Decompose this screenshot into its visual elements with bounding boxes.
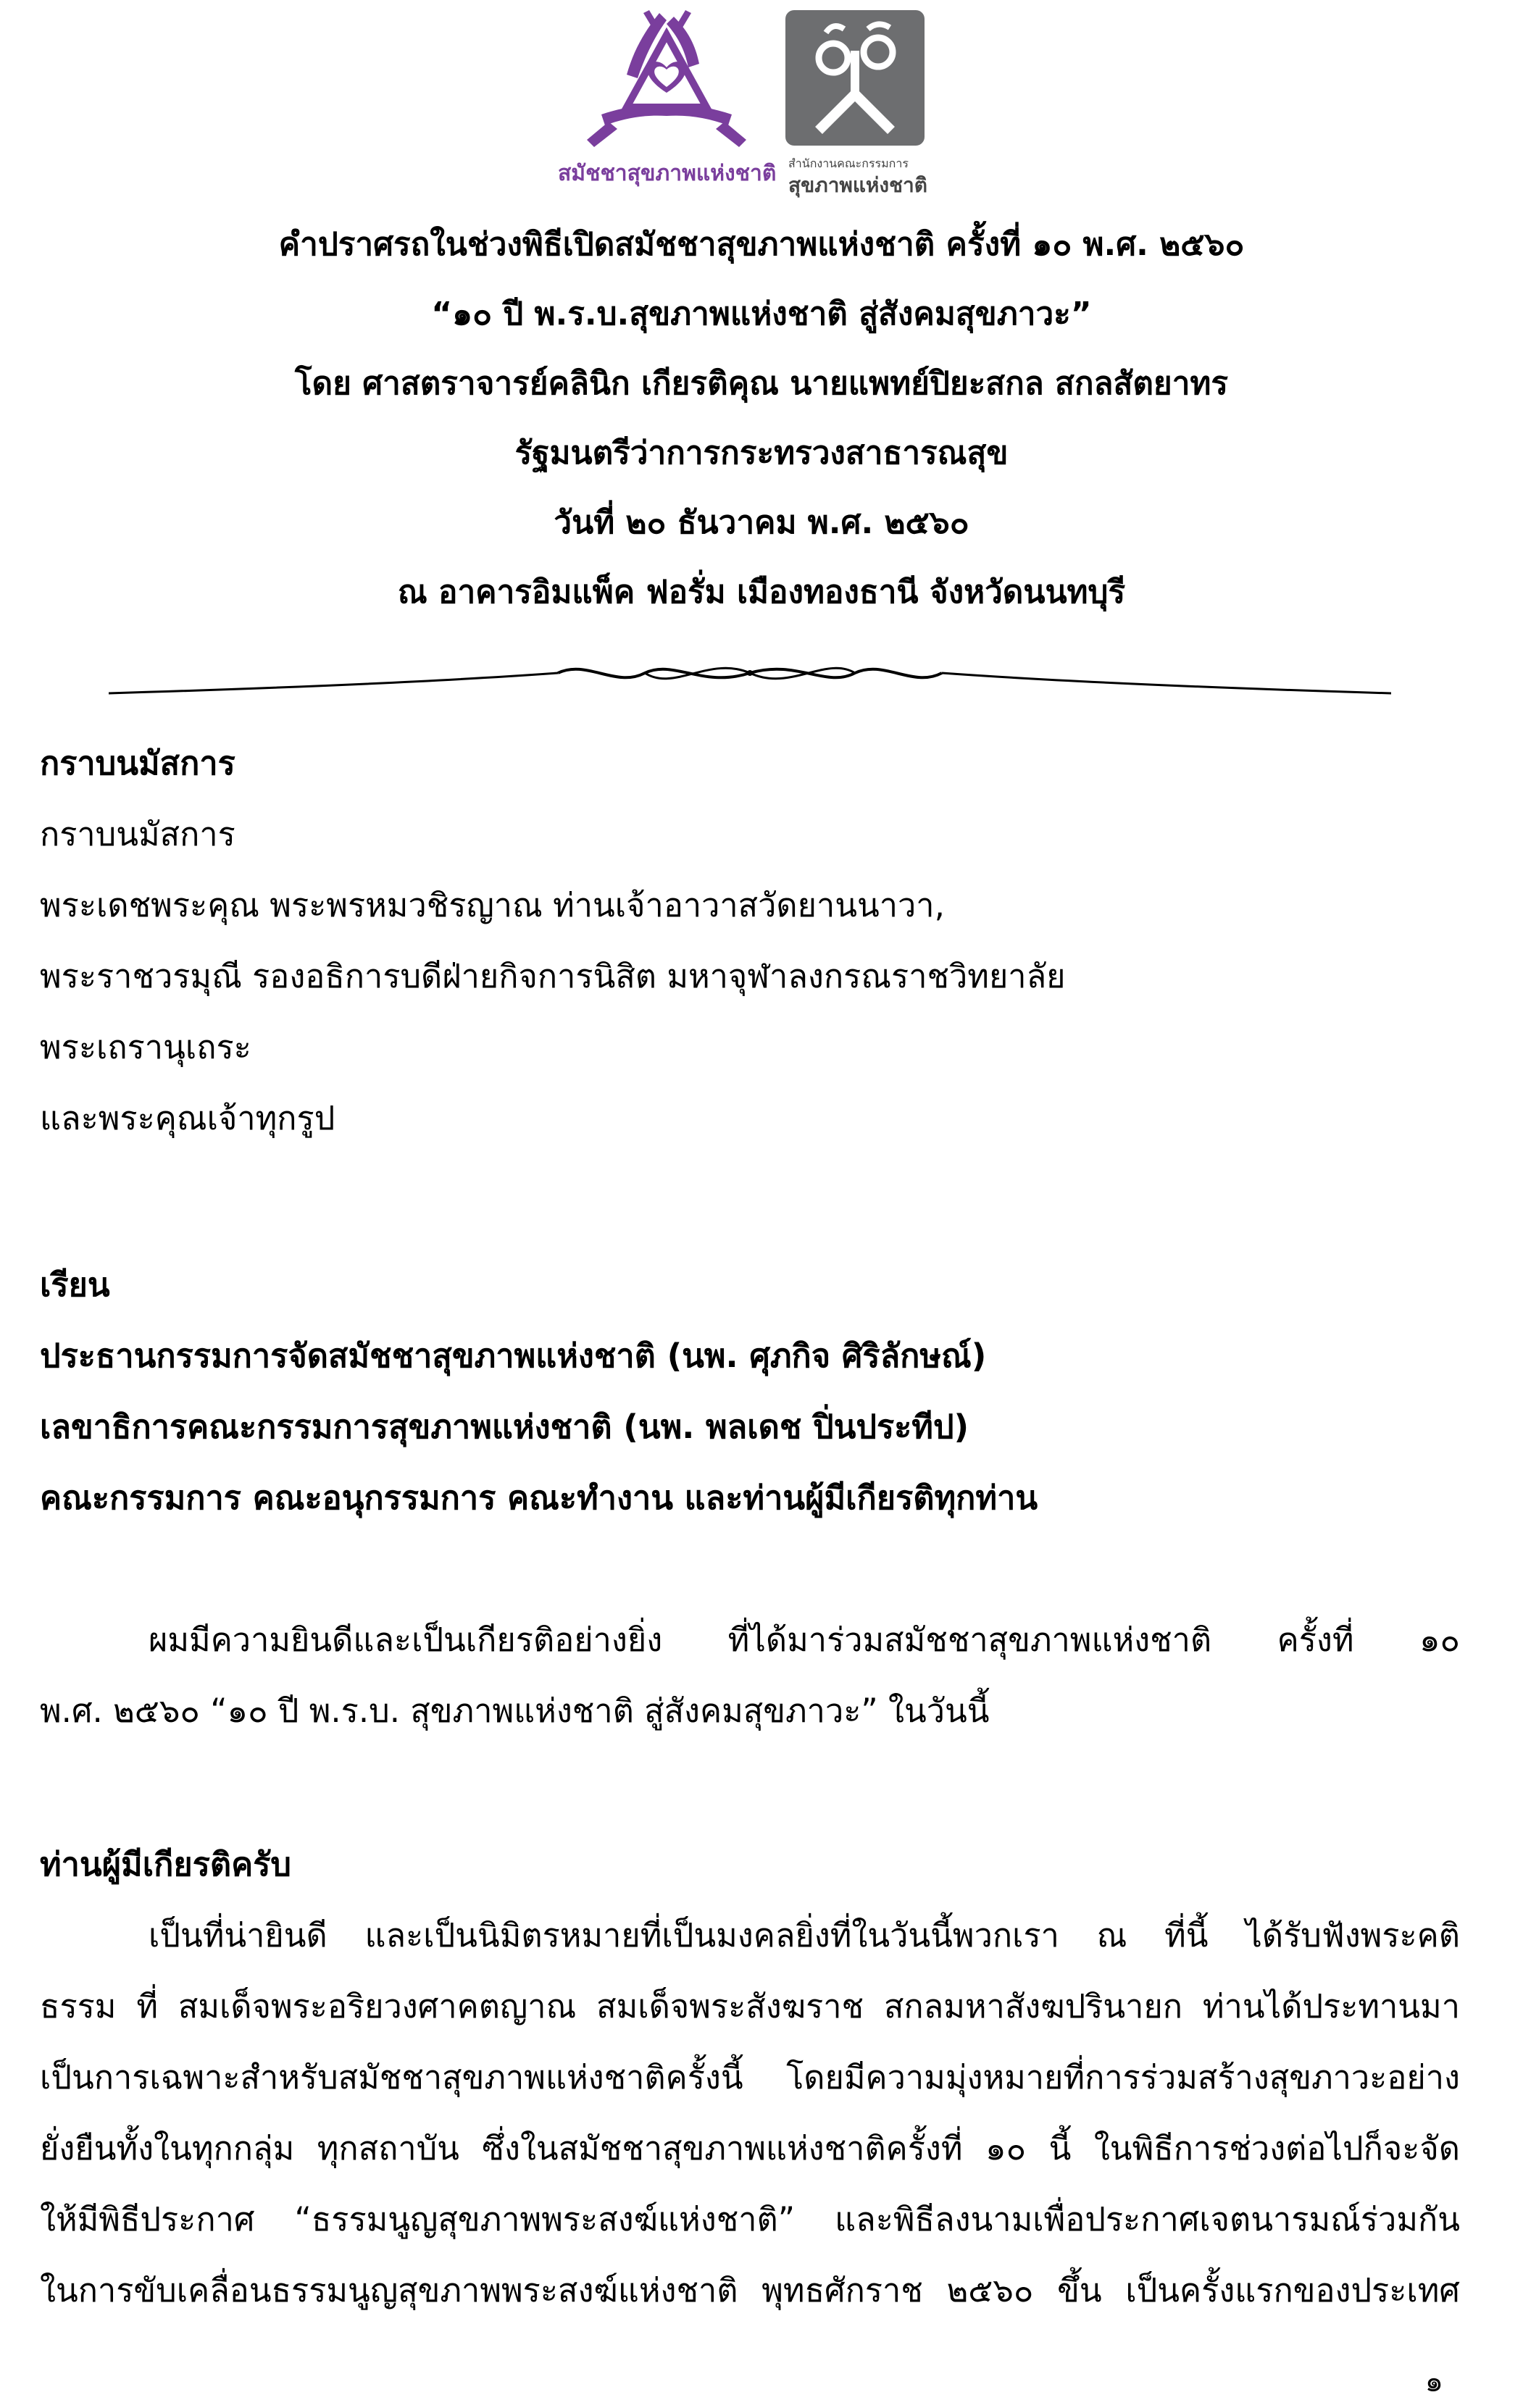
paragraph-line: เป็นการเฉพาะสำหรับสมัชชาสุขภาพแห่งชาติครั้งนี้ โดยมีความมุ่งหมายที่การร่วมสร้างสุขภาวะอย่าง (40, 2058, 1460, 2096)
logo-area (0, 6, 1523, 197)
greeting-line: พระราชวรมุณี รองอธิการบดีฝ่ายกิจการนิสิต มหาจุฬาลงกรณราชวิทยาลัย (40, 957, 1066, 995)
greeting-section (40, 728, 1460, 1154)
logo-right-caption-small: สำนักงานคณะกรรมการ (788, 156, 909, 170)
ornamental-divider (109, 656, 1391, 699)
greeting-heading: กราบนมัสการ (40, 744, 235, 782)
address-section (40, 1250, 1460, 1534)
body-section (40, 1829, 1460, 2326)
header-venue: ณ อาคารอิมแพ็ค ฟอรั่ม เมืองทองธานี จังหวัดนนทบุรี (397, 574, 1126, 611)
section-heading: ท่านผู้มีเกียรติครับ (40, 1845, 291, 1884)
header-theme: “๑๐ ปี พ.ร.บ.สุขภาพแห่งชาติ สู่สังคมสุขภาวะ” (431, 296, 1092, 333)
greeting-line: พระเถรานุเถระ (40, 1028, 251, 1066)
header-speaker: โดย ศาสตราจารย์คลินิก เกียรติคุณ นายแพทย์ปิยะสกล สกลสัตยาทร (294, 365, 1229, 402)
greeting-line: กราบนมัสการ (40, 815, 235, 853)
paragraph-line: ผมมีความยินดีและเป็นเกียรติอย่างยิ่ง ที่ได้มาร่วมสมัชชาสุขภาพแห่งชาติ ครั้งที่ ๑๐ (149, 1621, 1460, 1659)
logo-right-caption-large: สุขภาพแห่งชาติ (788, 173, 927, 197)
address-line: เลขาธิการคณะกรรมการสุขภาพแห่งชาติ (นพ. พลเดช ปิ่นประทีป) (40, 1408, 969, 1446)
header-title: คำปราศรถในช่วงพิธีเปิดสมัชชาสุขภาพแห่งชาติ ครั้งที่ ๑๐ พ.ศ. ๒๕๖๐ (278, 226, 1245, 263)
paragraph-line: ยั่งยืนทั้งในทุกกลุ่ม ทุกสถาบัน ซึ่งในสมัชชาสุขภาพแห่งชาติครั้งที่ ๑๐ นี้ ในพิธีการช่วงต่อไปก็จะจัด (40, 2129, 1460, 2167)
paragraph-line: เป็นที่น่ายินดี และเป็นนิมิตรหมายที่เป็นมงคลยิ่งที่ในวันนี้พวกเรา ณ ที่นี้ ได้รับฟังพระคติ (149, 1916, 1460, 1955)
greeting-line: พระเดชพระคุณ พระพรหมวชิรญาณ ท่านเจ้าอาวาสวัดยานนาวา, (40, 886, 945, 924)
header-date: วันที่ ๒๐ ธันวาคม พ.ศ. ๒๕๖๐ (554, 504, 969, 541)
paragraph-line: ให้มีพิธีประกาศ “ธรรมนูญสุขภาพพระสงฆ์แห่งชาติ” และพิธีลงนามเพื่อประกาศเจตนารมณ์ร่วมกัน (40, 2200, 1460, 2238)
address-line: ประธานกรรมการจัดสมัชชาสุขภาพแห่งชาติ (นพ. ศุภกิจ ศิริลักษณ์) (40, 1337, 987, 1375)
address-line: คณะกรรมการ คณะอนุกรรมการ คณะทำงาน และท่านผู้มีเกียรติทุกท่าน (40, 1479, 1038, 1517)
greeting-line: และพระคุณเจ้าทุกรูป (40, 1099, 335, 1137)
nhco-emblem-icon (783, 7, 927, 149)
page-number: ๑ (1424, 2365, 1443, 2399)
paragraph-line: พ.ศ. ๒๕๖๐ “๑๐ ปี พ.ร.บ. สุขภาพแห่งชาติ สู่สังคมสุขภาวะ” ในวันนี้ (40, 1692, 990, 1730)
address-heading: เรียน (40, 1266, 110, 1304)
nhco-logo (783, 7, 935, 197)
logo-left-caption: สมัชชาสุขภาพแห่งชาติ (558, 161, 777, 186)
header-position: รัฐมนตรีว่าการกระทรวงสาธารณสุข (514, 435, 1009, 472)
hands-heart-logo-icon (558, 6, 775, 158)
paragraph-line: ธรรม ที่ สมเด็จพระอริยวงศาคตญาณ สมเด็จพระสังฆราช สกลมหาสังฆปรินายก ท่านได้ประทานมา (40, 1987, 1460, 2026)
opening-paragraph (40, 1605, 1460, 1747)
speech-header (0, 210, 1523, 627)
paragraph-line: ในการขับเคลื่อนธรรมนูญสุขภาพพระสงฆ์แห่งชาติ พุทธศักราช ๒๕๖๐ ขึ้น เป็นครั้งแรกของประเทศ (40, 2271, 1460, 2309)
national-health-assembly-logo (558, 6, 775, 194)
